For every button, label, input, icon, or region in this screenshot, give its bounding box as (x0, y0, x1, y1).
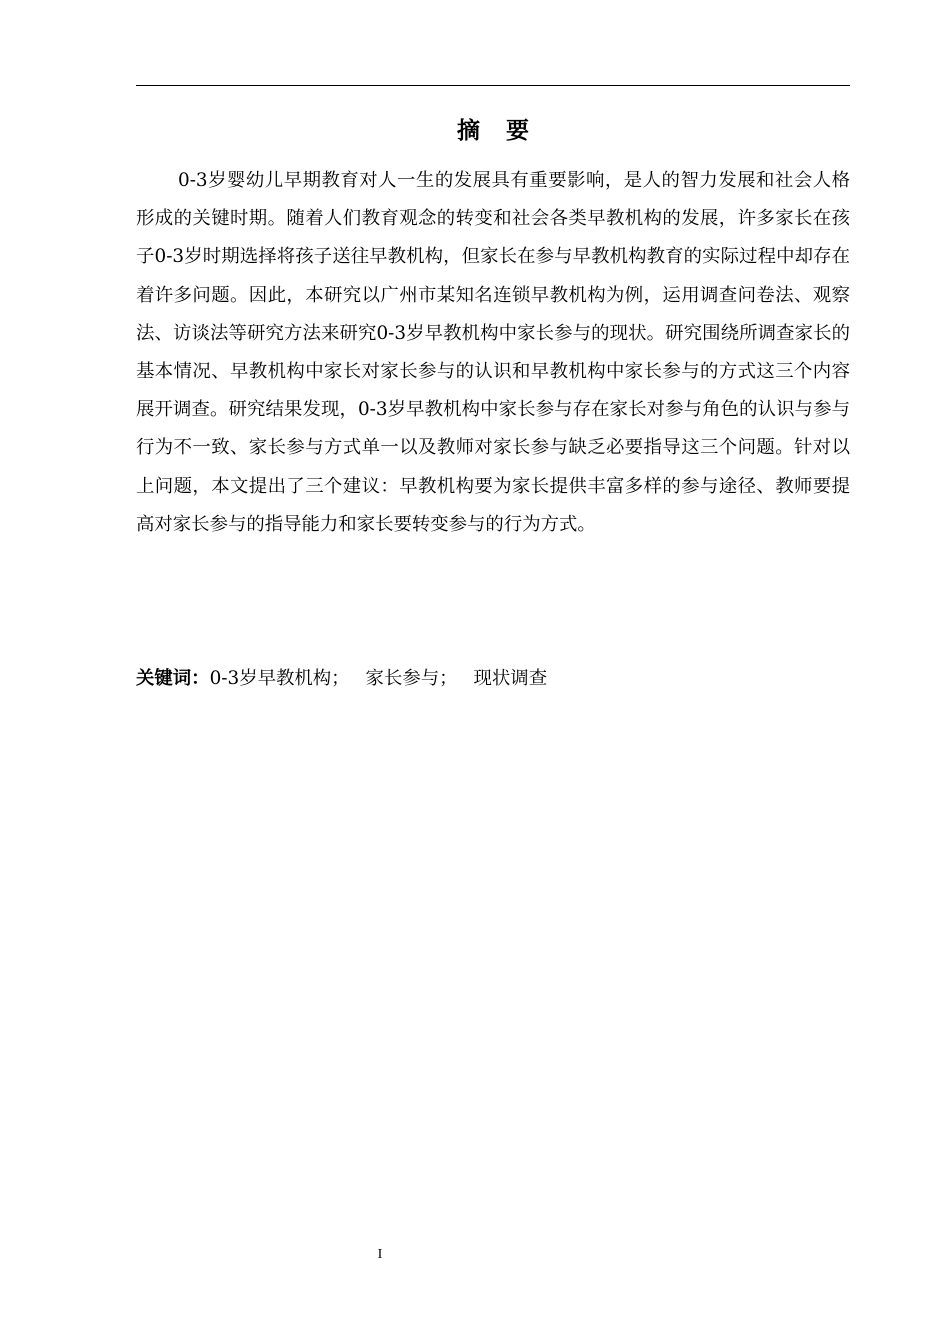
keyword-item: 家长参与； (365, 668, 458, 689)
header-rule (136, 85, 850, 86)
keyword-item: 现状调查 (473, 668, 548, 689)
keyword-item: 0-3岁早教机构； (209, 668, 350, 689)
page-title: 摘 要 (456, 118, 529, 144)
keywords-line (136, 660, 850, 698)
keywords-label: 关键词： (136, 668, 210, 689)
page-number: I (377, 1247, 383, 1262)
abstract-paragraph: 0-3岁婴幼儿早期教育对人一生的发展具有重要影响，是人的智力发展和社会人格形成的关键时期。随着人们教育观念的转变和社会各类早教机构的发展，许多家长在孩子0-3岁时期选择将孩子送往早教机构，但家长在参与早教机构教育的实际过程中却存在着许多问题。因此，本研究以广州市某知名连锁早教机构为例，运用调查问卷法、观察法、访谈法等研究方法来研究0-3岁早教机构中家长参与的现状。研究围绕所调查家长的基本情况、早教机构中家长对家长参与的认识和早教机构中家长参与的方式这三个内容展开调查。研究结果发现，0-3岁早教机构中家长参与存在家长对参与角色的认识与参与行为不一致、家长参与方式单一以及教师对家长参与缺乏必要指导这三个问题。针对以上问题，本文提出了三个建议：早教机构要为家长提供丰富多样的参与途径、教师要提高对家长参与的指导能力和家长要转变参与的行为方式。 (136, 170, 850, 535)
